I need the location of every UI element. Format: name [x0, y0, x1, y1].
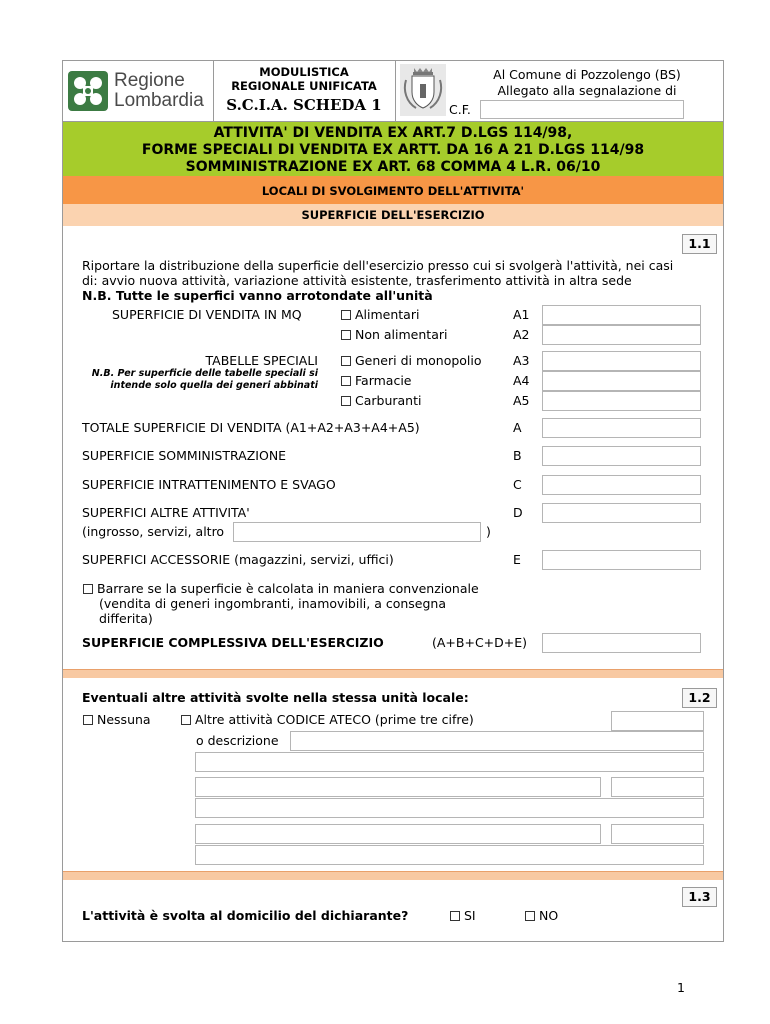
non-alimentari-checkbox[interactable]	[341, 330, 351, 340]
totale-label: TOTALE SUPERFICIE DI VENDITA (A1+A2+A3+A4+A5)	[82, 420, 420, 435]
modulistica-line1: MODULISTICA	[259, 65, 349, 79]
a1-field[interactable]	[542, 305, 701, 325]
somministrazione-label: SUPERFICIE SOMMINISTRAZIONE	[82, 448, 287, 463]
no-checkbox[interactable]	[525, 911, 535, 921]
code-c: C	[513, 477, 522, 492]
modulistica-cell	[213, 61, 396, 121]
complessiva-label: SUPERFICIE COMPLESSIVA DELL'ESERCIZIO	[82, 635, 384, 650]
regione-lombardia-logo	[68, 69, 210, 113]
section2-heading: Eventuali altre attività svolte nella stessa unità locale:	[82, 690, 469, 705]
carburanti-checkbox[interactable]	[341, 396, 351, 406]
nessuna-label: Nessuna	[97, 712, 151, 727]
a2-field[interactable]	[542, 325, 701, 345]
allegato-label: Allegato alla segnalazione di	[497, 83, 677, 98]
code-a4: A4	[513, 373, 530, 388]
domicilio-question: L'attività è svolta al domicilio del dichiarante?	[82, 908, 409, 923]
section-number-1-1: 1.1	[682, 234, 717, 254]
locali-band	[63, 176, 723, 204]
locali-heading: LOCALI DI SVOLGIMENTO DELL'ATTIVITA'	[261, 184, 525, 198]
section-separator	[63, 670, 723, 678]
tabelle-note-line1: N.B. Per superficie delle tabelle speciali si	[91, 368, 318, 379]
code-a2: A2	[513, 327, 530, 342]
altre-attivita-label: SUPERFICI ALTRE ATTIVITA'	[82, 505, 250, 520]
a4-field[interactable]	[542, 371, 701, 391]
cf-label: C.F.	[449, 102, 471, 117]
intro-line1: Riportare la distribuzione della superficie dell'esercizio presso cui si svolgerà l'attività, nei casi	[82, 258, 674, 273]
ateco-description-field-3[interactable]	[195, 824, 601, 844]
altre-ateco-option[interactable]	[181, 712, 474, 727]
coat-of-arms-cell	[395, 61, 451, 121]
si-label: SI	[464, 908, 476, 923]
non-alimentari-label: Non alimentari	[355, 327, 448, 342]
generi-label: Generi di monopolio	[355, 353, 482, 368]
nessuna-checkbox[interactable]	[83, 715, 93, 725]
a5-field[interactable]	[542, 391, 701, 411]
tabelle-note-line2: intende solo quella dei generi abbinati	[110, 380, 318, 391]
totale-field[interactable]	[542, 418, 701, 438]
code-a: A	[513, 420, 522, 435]
title-line3: SOMMINISTRAZIONE EX ART. 68 COMMA 4 L.R. 06/10	[185, 159, 601, 175]
title-line2: FORME SPECIALI DI VENDITA EX ARTT. DA 16 A 21 D.LGS 114/98	[141, 142, 645, 158]
descrizione-label: o descrizione	[196, 733, 279, 748]
logo-text-lombardia: Lombardia	[114, 90, 204, 111]
header-row	[63, 61, 723, 121]
altre-ateco-label: Altre attività CODICE ATECO (prime tre cifre)	[195, 712, 474, 727]
code-a1: A1	[513, 307, 530, 322]
barrare-option[interactable]	[83, 581, 479, 596]
no-option[interactable]	[525, 908, 558, 923]
generi-option[interactable]	[341, 353, 482, 368]
complessiva-field[interactable]	[542, 633, 701, 653]
code-a5: A5	[513, 393, 530, 408]
farmacie-label: Farmacie	[355, 373, 412, 388]
code-d: D	[513, 505, 523, 520]
barrare-line2: (vendita di generi ingombranti, inamovibili, a consegna	[99, 596, 447, 611]
ateco-code-field-1[interactable]	[611, 711, 704, 731]
descrizione-field-3[interactable]	[195, 798, 704, 818]
altre-attivita-sub: (ingrosso, servizi, altro	[82, 524, 225, 539]
section-separator	[63, 872, 723, 880]
modulistica-line2: REGIONALE UNIFICATA	[231, 79, 377, 93]
descrizione-field-2[interactable]	[195, 752, 704, 772]
logo-cell	[63, 61, 214, 121]
farmacie-option[interactable]	[341, 373, 412, 388]
descrizione-field-1[interactable]	[290, 731, 704, 751]
nb-note: N.B. Tutte le superfici vanno arrotondate all'unità	[82, 288, 433, 303]
alimentari-checkbox[interactable]	[341, 310, 351, 320]
superficie-heading: SUPERFICIE DELL'ESERCIZIO	[301, 208, 485, 222]
intrattenimento-field[interactable]	[542, 475, 701, 495]
accessorie-field[interactable]	[542, 550, 701, 570]
comune-label: Al Comune di Pozzolengo (BS)	[493, 67, 681, 82]
altre-ateco-checkbox[interactable]	[181, 715, 191, 725]
page-number: 1	[677, 980, 685, 995]
si-option[interactable]	[450, 908, 476, 923]
sup-vendita-label: SUPERFICIE DI VENDITA IN MQ	[112, 307, 302, 322]
carburanti-option[interactable]	[341, 393, 421, 408]
code-e: E	[513, 552, 521, 567]
somministrazione-field[interactable]	[542, 446, 701, 466]
carburanti-label: Carburanti	[355, 393, 422, 408]
si-checkbox[interactable]	[450, 911, 460, 921]
superficie-band	[63, 204, 723, 226]
logo-text-regione: Regione	[114, 70, 185, 91]
cf-field[interactable]	[480, 100, 684, 119]
generi-checkbox[interactable]	[341, 356, 351, 366]
title-band	[63, 121, 723, 177]
scheda-title: S.C.I.A. SCHEDA 1	[226, 96, 382, 114]
convenzionale-checkbox[interactable]	[83, 584, 93, 594]
alimentari-option[interactable]	[341, 307, 419, 322]
non-alimentari-option[interactable]	[341, 327, 447, 342]
altre-attivita-field[interactable]	[542, 503, 701, 523]
ateco-code-field-2[interactable]	[611, 777, 704, 797]
intrattenimento-label: SUPERFICIE INTRATTENIMENTO E SVAGO	[82, 477, 336, 492]
code-b: B	[513, 448, 522, 463]
a3-field[interactable]	[542, 351, 701, 371]
altre-close-paren: )	[486, 524, 491, 539]
nessuna-option[interactable]	[83, 712, 151, 727]
intro-line2: di: avvio nuova attività, variazione attività esistente, trasferimento attività in altra sede	[82, 273, 632, 288]
tabelle-label: TABELLE SPECIALI	[205, 353, 318, 368]
alimentari-label: Alimentari	[355, 307, 420, 322]
ateco-code-field-3[interactable]	[611, 824, 704, 844]
complessiva-formula: (A+B+C+D+E)	[432, 635, 528, 650]
ateco-description-field-2[interactable]	[195, 777, 601, 797]
accessorie-label: SUPERFICI ACCESSORIE (magazzini, servizi, uffici)	[82, 552, 394, 567]
barrare-line3: differita)	[99, 611, 153, 626]
no-label: NO	[539, 908, 559, 923]
section-number-1-3: 1.3	[682, 887, 717, 907]
descrizione-field-4[interactable]	[195, 845, 704, 865]
altro-description-field[interactable]	[233, 522, 481, 542]
title-line1: ATTIVITA' DI VENDITA EX ART.7 D.LGS 114/98,	[213, 125, 573, 141]
regione-lombardia-emblem-icon	[68, 71, 108, 111]
barrare-line1: Barrare se la superficie è calcolata in maniera convenzionale	[97, 581, 479, 596]
section-number-1-2: 1.2	[682, 688, 717, 708]
code-a3: A3	[513, 353, 530, 368]
farmacie-checkbox[interactable]	[341, 376, 351, 386]
comune-coat-of-arms-icon	[400, 64, 446, 116]
